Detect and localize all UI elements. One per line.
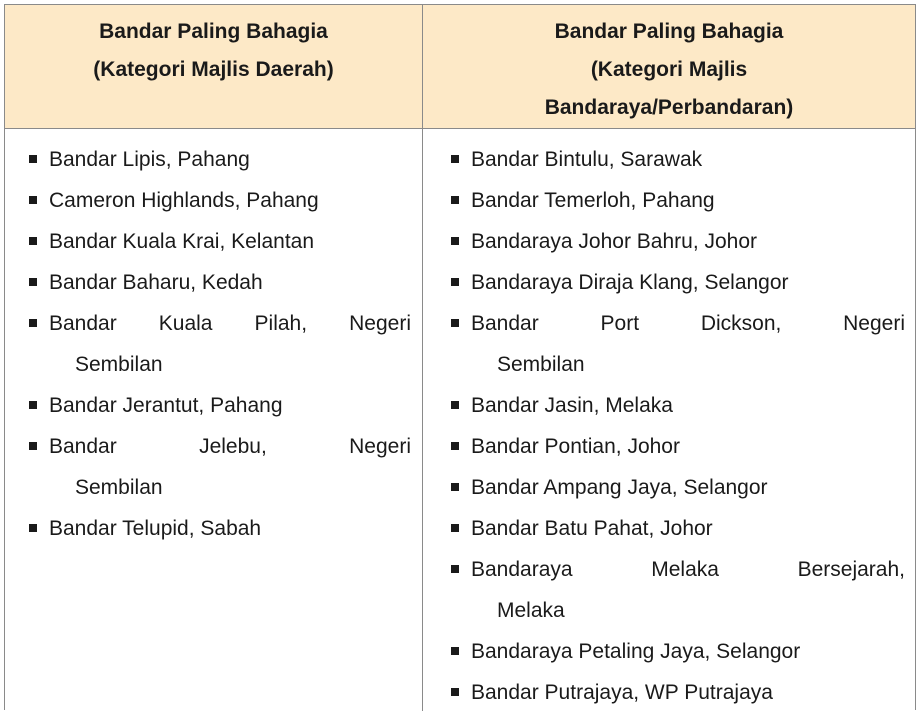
list-item: [445, 631, 905, 672]
list-item-text-line1: Bandaraya Melaka Bersejarah,: [471, 558, 905, 581]
column-divider: [422, 5, 423, 711]
list-item-text: Bandar Baharu, Kedah: [49, 271, 263, 294]
list-item: [445, 672, 905, 713]
square-bullet-icon: [29, 442, 37, 450]
list-item: [445, 549, 905, 631]
header-left-line2: (Kategori Majlis Daerah): [93, 58, 334, 81]
header-right-line2: (Kategori Majlis: [590, 58, 748, 81]
square-bullet-icon: [451, 319, 459, 327]
list-item: [445, 221, 905, 262]
list-item-text: Bandar Jerantut, Pahang: [49, 394, 283, 417]
list-item-text: Bandar Temerloh, Pahang: [471, 189, 715, 212]
list-item: [23, 221, 411, 262]
list-item-text: Bandar Batu Pahat, Johor: [471, 517, 713, 540]
list-item-text-line2: Melaka: [497, 599, 565, 622]
list-item-text: Bandaraya Diraja Klang, Selangor: [471, 271, 789, 294]
square-bullet-icon: [451, 155, 459, 163]
list-item: [23, 262, 411, 303]
square-bullet-icon: [451, 688, 459, 696]
square-bullet-icon: [451, 565, 459, 573]
square-bullet-icon: [451, 524, 459, 532]
header-city-council: [423, 13, 915, 127]
list-item: [23, 385, 411, 426]
list-item-text-line2: Sembilan: [75, 353, 163, 376]
square-bullet-icon: [29, 278, 37, 286]
list-item: [445, 385, 905, 426]
list-item: [445, 426, 905, 467]
square-bullet-icon: [451, 196, 459, 204]
list-item: [445, 180, 905, 221]
city-council-list: [445, 139, 905, 713]
list-item: [23, 303, 411, 385]
list-item: [23, 508, 411, 549]
list-item-text: Cameron Highlands, Pahang: [49, 189, 319, 212]
list-item: [445, 508, 905, 549]
square-bullet-icon: [451, 237, 459, 245]
square-bullet-icon: [29, 524, 37, 532]
list-item: [445, 467, 905, 508]
list-item-text: Bandar Bintulu, Sarawak: [471, 148, 703, 171]
list-item-text: Bandar Ampang Jaya, Selangor: [471, 476, 768, 499]
list-item-text: Bandar Lipis, Pahang: [49, 148, 250, 171]
square-bullet-icon: [29, 237, 37, 245]
square-bullet-icon: [29, 155, 37, 163]
square-bullet-icon: [451, 278, 459, 286]
list-item: [23, 180, 411, 221]
list-item-text: Bandaraya Petaling Jaya, Selangor: [471, 640, 801, 663]
list-item-text: Bandar Kuala Krai, Kelantan: [49, 230, 315, 253]
list-item: [445, 139, 905, 180]
list-item-text-line1: Bandar Port Dickson, Negeri: [471, 312, 905, 335]
list-item-text: Bandar Pontian, Johor: [471, 435, 680, 458]
header-right-line3: Bandaraya/Perbandaran): [544, 96, 794, 119]
header-left-line1: Bandar Paling Bahagia: [99, 20, 328, 43]
header-right-line1: Bandar Paling Bahagia: [554, 20, 784, 43]
header-district-council: [5, 13, 422, 89]
square-bullet-icon: [451, 483, 459, 491]
list-item-text: Bandaraya Johor Bahru, Johor: [471, 230, 758, 253]
list-item: [445, 262, 905, 303]
table-header-row: [5, 5, 915, 129]
district-council-list: [23, 139, 411, 549]
list-item-text-line2: Sembilan: [497, 353, 585, 376]
list-item-text-line1: Bandar Kuala Pilah, Negeri: [49, 312, 411, 335]
list-item-text-line2: Sembilan: [75, 476, 163, 499]
square-bullet-icon: [451, 442, 459, 450]
square-bullet-icon: [29, 319, 37, 327]
list-item: [23, 426, 411, 508]
square-bullet-icon: [451, 647, 459, 655]
towns-table: [4, 4, 916, 710]
list-item-text: Bandar Telupid, Sabah: [49, 517, 262, 540]
list-item-text: Bandar Putrajaya, WP Putrajaya: [471, 681, 773, 704]
list-item-text-line1: Bandar Jelebu, Negeri: [49, 435, 411, 458]
square-bullet-icon: [29, 196, 37, 204]
square-bullet-icon: [451, 401, 459, 409]
square-bullet-icon: [29, 401, 37, 409]
list-item: [445, 303, 905, 385]
list-item: [23, 139, 411, 180]
list-item-text: Bandar Jasin, Melaka: [471, 394, 673, 417]
